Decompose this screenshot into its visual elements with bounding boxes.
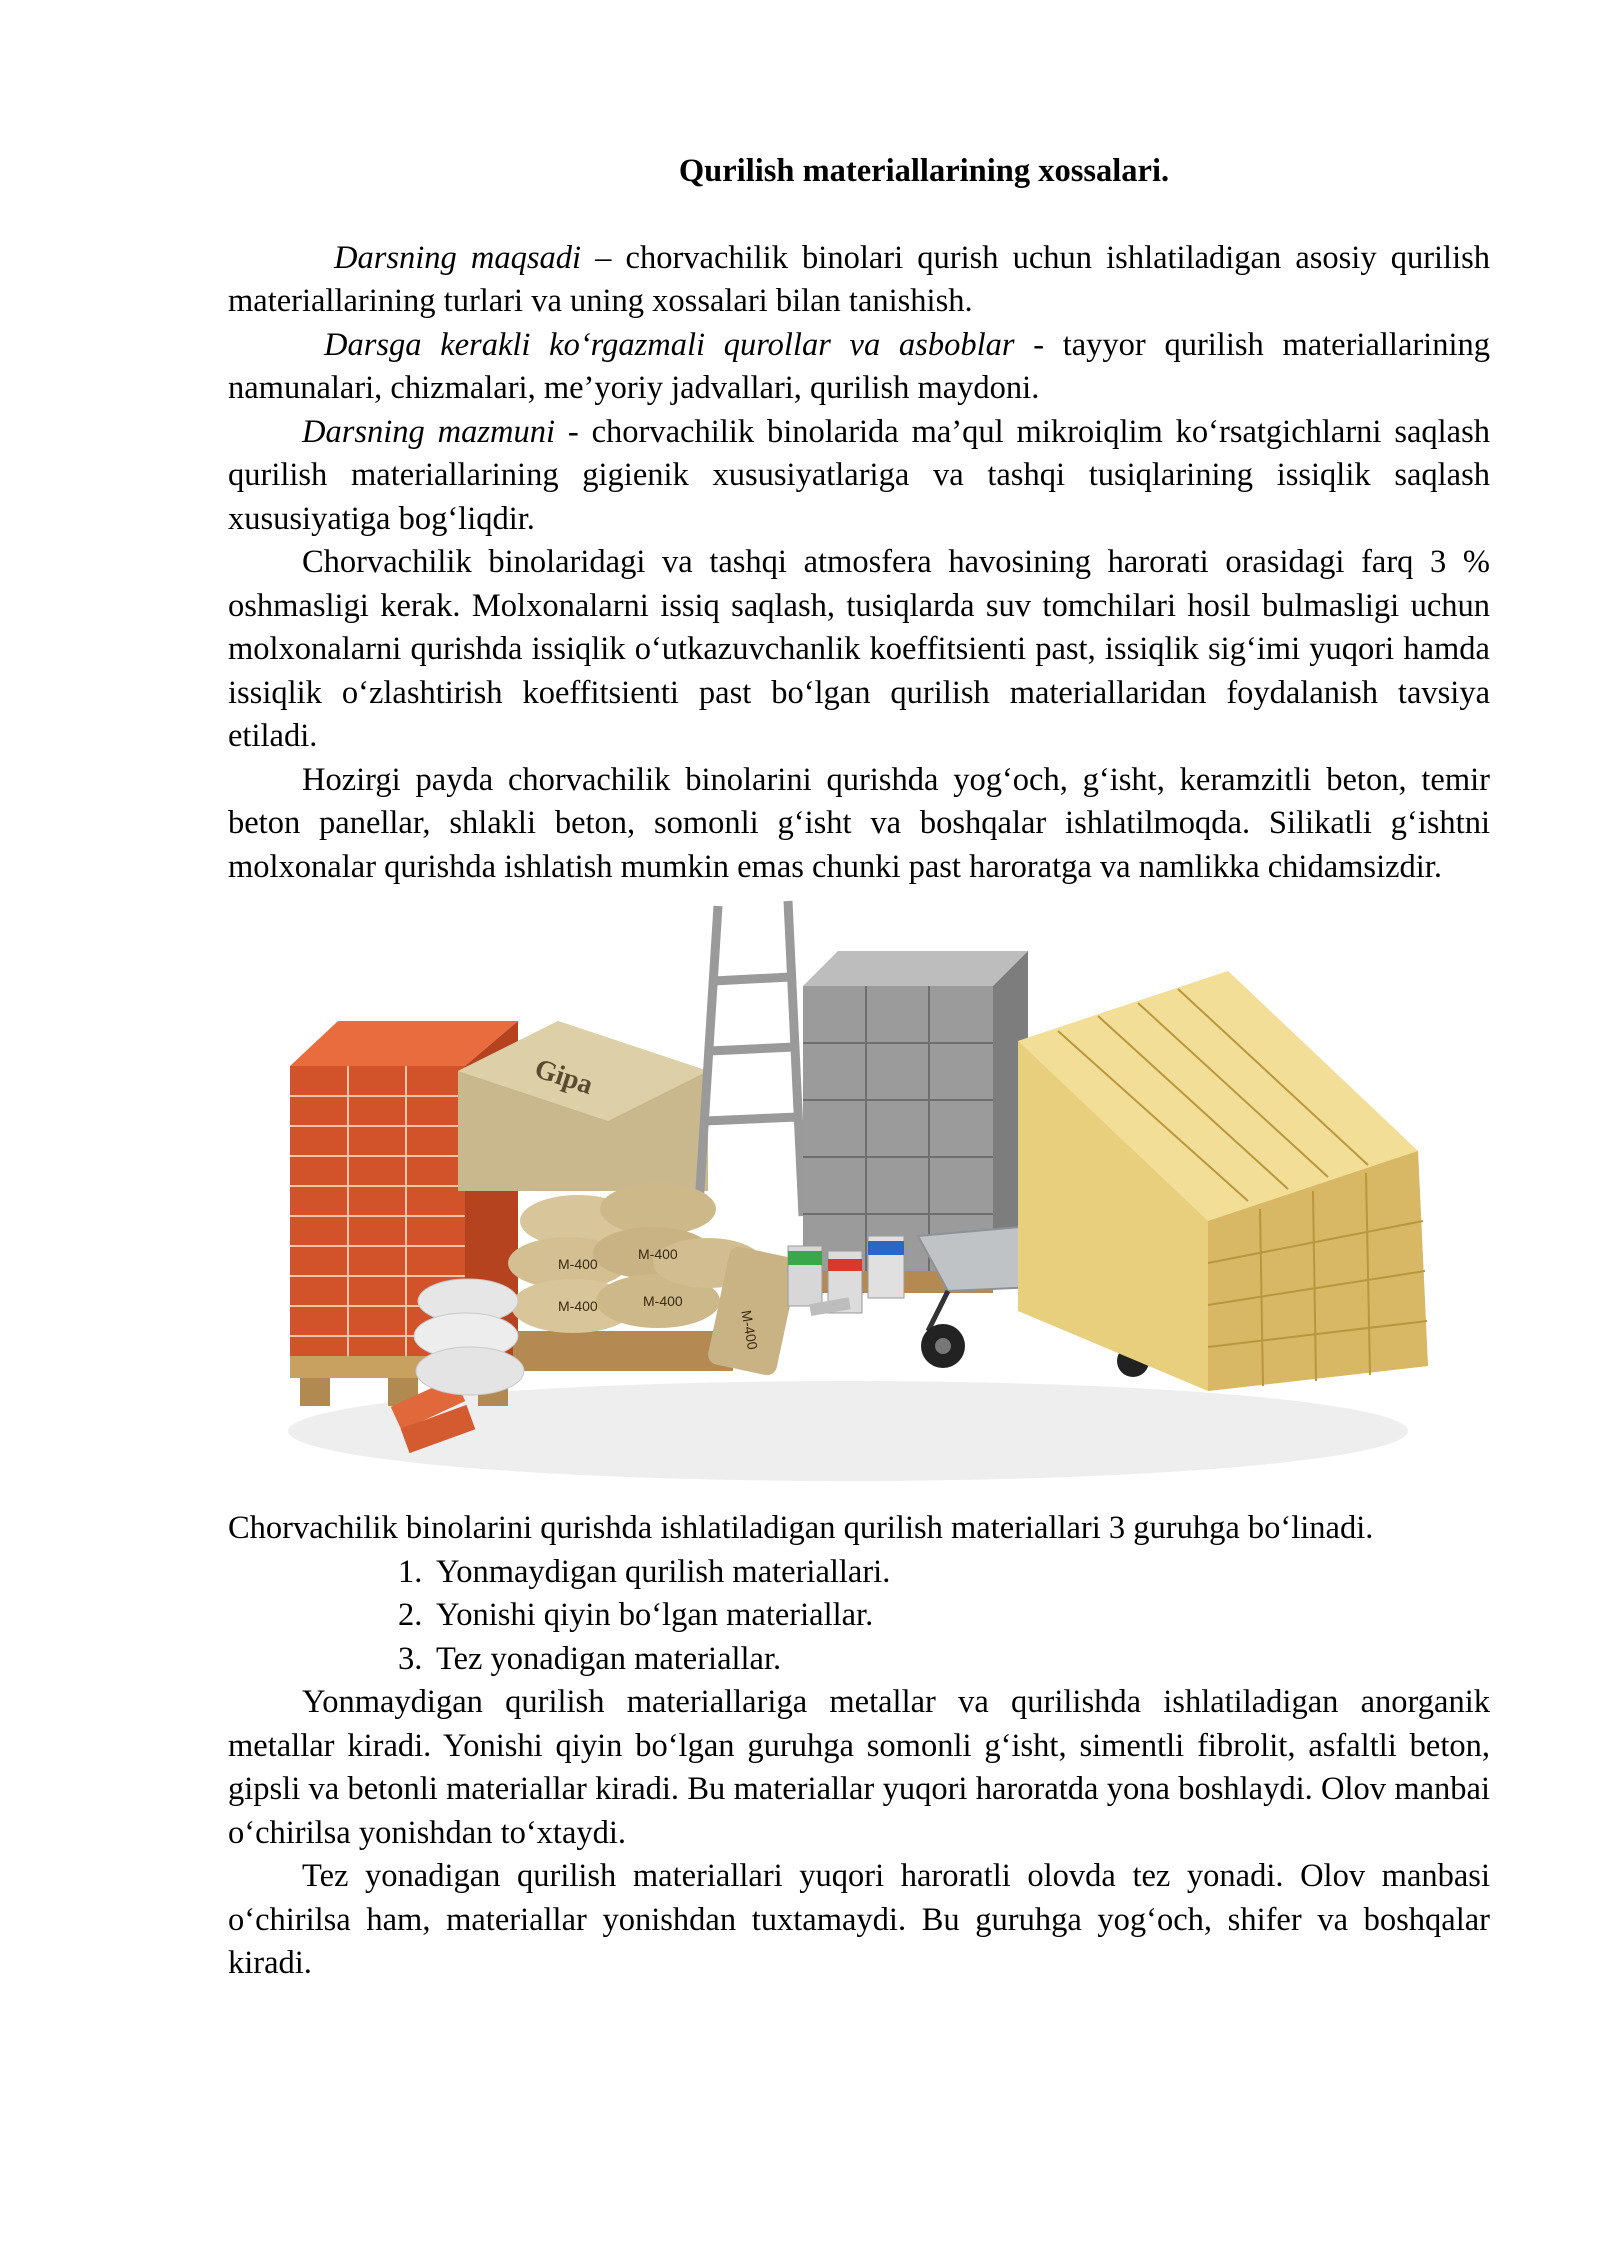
bag-label: M-400 [643,1293,683,1309]
list-text: Yonmaydigan qurilish materiallari. [436,1553,891,1590]
paragraph-temperature: Chorvachilik binolaridagi va tashqi atmosfera havosining harorati orasidagi farq 3 % oshmasligi kerak. Molxonalarni issiq saqlash, tusiqlarda suv tomchilari hosil bulmasligi uchun molxonalarni qurishda issiqlik o‘utkazuvchanlik koeffitsienti past, issiqlik sig‘imi yuqori hamda issiqlik o‘zlashtirish koeffitsienti past bo‘lgan qurilish materiallaridan foydalanish tavsiya etiladi. [228,544,1490,754]
list-number: 2. [398,1597,423,1633]
goal-text: – chorvachilik binolari qurish uchun ishlatiladigan asosiy qurilish materiallarining turlari va uning xossalari bilan tanishish. [228,239,1491,319]
paragraph-flammable: Tez yonadigan qurilish materiallari yuqori haroratli olovda tez yonadi. Olov manbasi o‘chirilsa ham, materiallar yonishdan tuxtamaydi. Bu guruhga yog‘och, shifer va boshqalar kiradi. [228,1858,1490,1981]
paragraph-nonflammable: Yonmaydigan qurilish materiallariga metallar va qurilishda ishlatiladigan anorganik metallar kiradi. Yonishi qiyin bo‘lgan guruhga somonli g‘isht, simentli fibrolit, asfaltli beton, gipsli va betonli materiallar kiradi. Bu materiallar yuqori haroratda yona boshlaydi. Olov manbai o‘chirilsa yonishdan to‘xtaydi. [228,1684,1490,1851]
list-number: 3. [398,1640,423,1677]
paragraph-groups: Chorvachilik binolarini qurishda ishlatiladigan qurilish materiallari 3 guruhga bo‘linadi. [228,1510,1374,1546]
bag-label: M-400 [558,1256,598,1272]
paragraph-materials-used: Hozirgi payda chorvachilik binolarini qurishda yog‘och, g‘isht, keramzitli beton, temir beton panellar, shlakli beton, somonli g‘isht va boshqalar ishlatilmoqda. Silikatli g‘ishtni molxonalar qurishda ishlatish mumkin emas chunki past haroratga va namlikka chidamsizdir. [228,761,1490,885]
paragraph-goal [228,237,1490,324]
list-text: Tez yonadigan materiallar. [436,1640,782,1677]
list-number: 1. [398,1553,423,1590]
paragraph-content [228,411,1490,542]
list-item [398,1638,1490,1682]
list-item [398,1551,1490,1595]
document-page [228,150,1490,1986]
bag-label: M-400 [738,1308,761,1351]
list-text: Yonishi qiyin bo‘lgan materiallar. [436,1597,874,1633]
equipment-label: Darsga kerakli ko‘rgazmali qurollar va asboblar [324,326,1015,363]
gypsum-label: Gipa [530,1053,597,1101]
building-materials-illustration [228,891,1490,1503]
goal-label: Darsning maqsadi [334,239,582,276]
content-text: - chorvachilik binolarida ma’qul mikroiqlim ko‘rsatgichlarni saqlash qurilish materiallarining gigienik xususiyatlariga va tashqi tusiqlarining issiqlik saqlash xususiyatiga bog‘liqdir. [228,413,1490,537]
list-item [398,1594,1490,1638]
bag-label: M-400 [638,1246,678,1262]
paragraph-equipment [228,324,1490,411]
material-groups-list [228,1551,1490,1682]
bag-label: M-400 [558,1298,598,1314]
content-label: Darsning mazmuni [302,413,556,450]
equipment-text: - tayyor qurilish materiallarining namunalari, chizmalari, me’yoriy jadvallari, qurilish maydoni. [228,326,1490,406]
page-title: Qurilish materiallarining xossalari. [678,153,1170,189]
